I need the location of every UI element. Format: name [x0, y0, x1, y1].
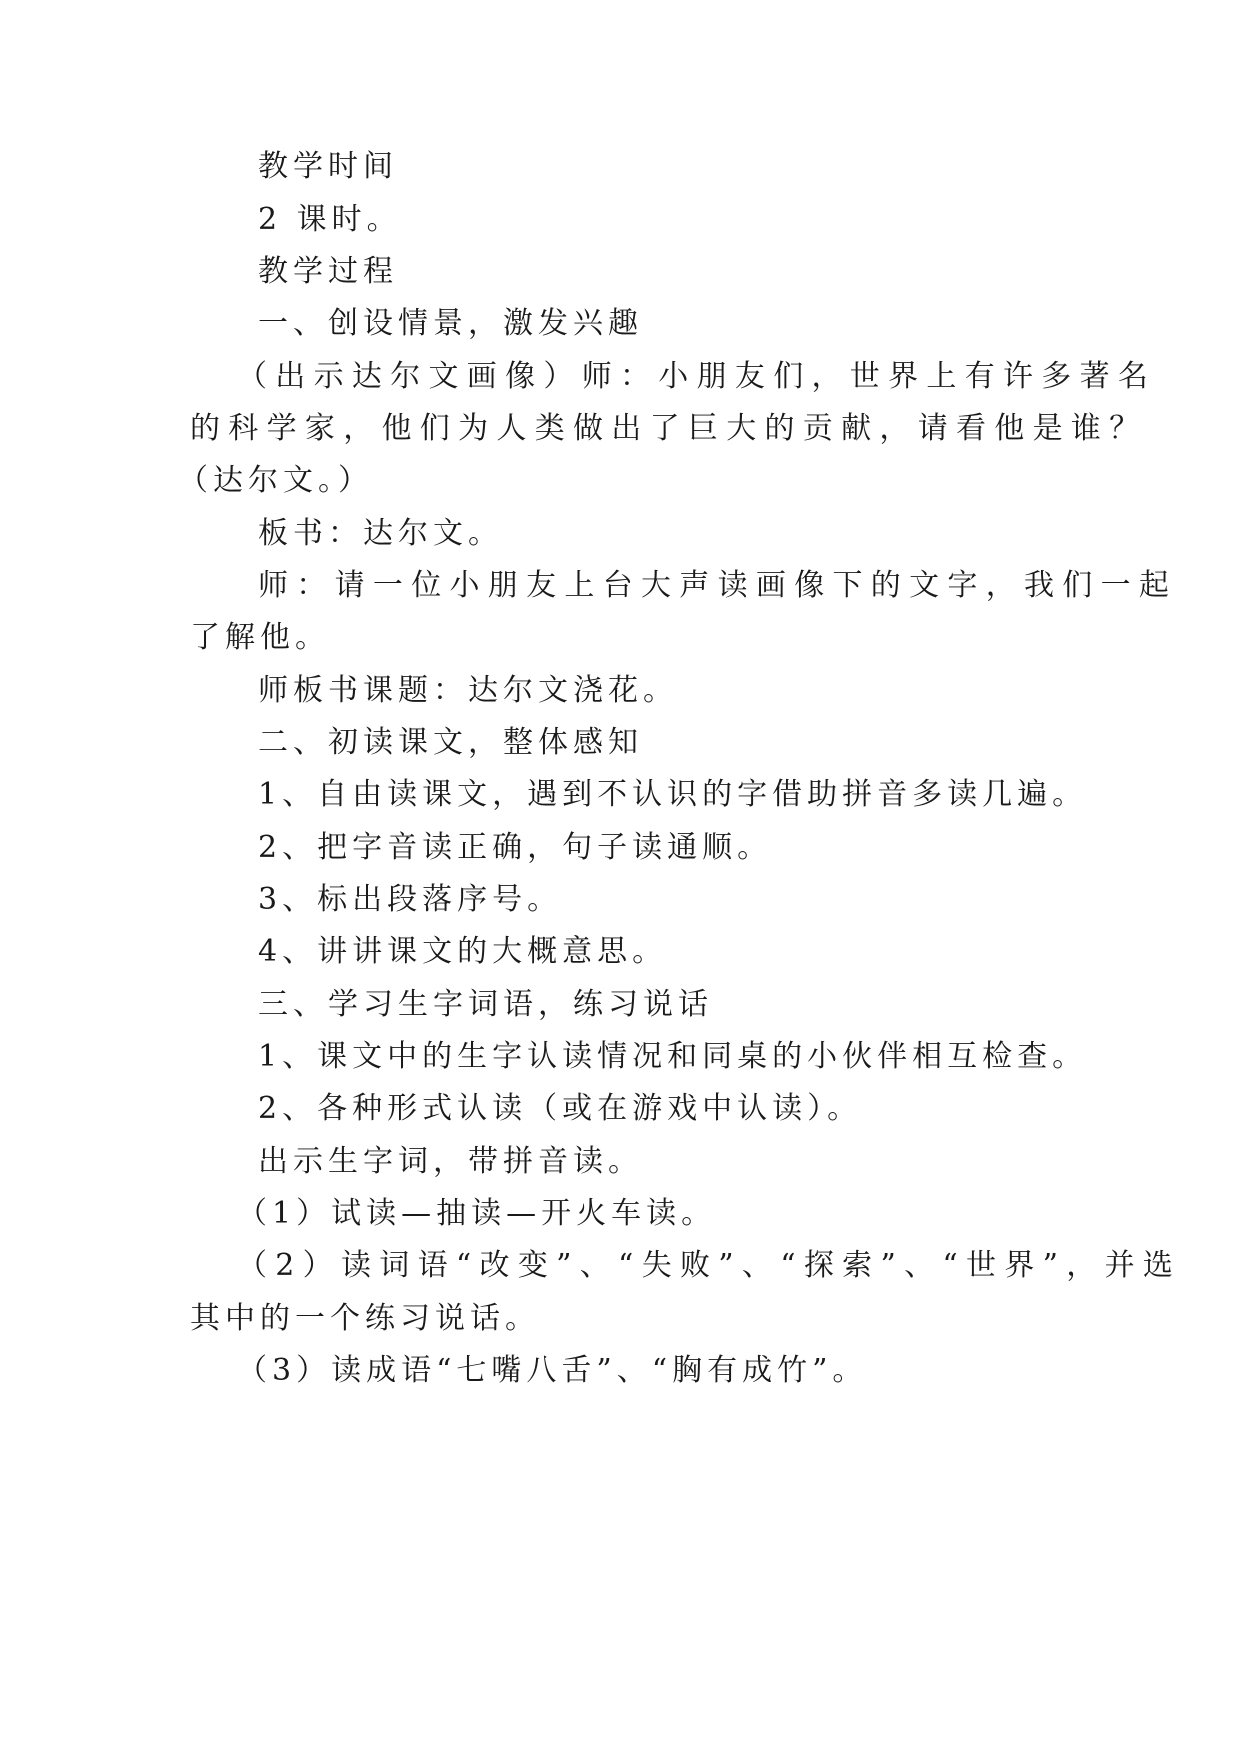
list-item: （3）读成语“七嘴八舌”、“胸有成竹”。	[237, 1353, 868, 1388]
paragraph-line: 其中的一个练习说话。	[190, 1301, 540, 1336]
list-item: 1、自由读课文，遇到不认识的字借助拼音多读几遍。	[258, 777, 1088, 812]
section-heading-2: 二、初读课文，整体感知	[258, 725, 643, 760]
list-item: 2、把字音读正确，句子读通顺。	[258, 830, 773, 865]
list-item: （2）读词语“改变”、“失败”、“探索”、“世界”，并选	[237, 1248, 1182, 1283]
paragraph-line: 师：请一位小朋友上台大声读画像下的文字，我们一起	[258, 568, 1178, 603]
paragraph: 师板书课题：达尔文浇花。	[258, 673, 678, 708]
list-item: 2、各种形式认读（或在游戏中认读）。	[258, 1091, 863, 1126]
heading-teaching-time: 教学时间	[258, 149, 398, 184]
paragraph: 2 课时。	[258, 202, 402, 237]
section-heading-3: 三、学习生字词语，练习说话	[258, 987, 713, 1022]
heading-teaching-process: 教学过程	[258, 254, 398, 289]
section-heading-1: 一、创设情景，激发兴趣	[258, 306, 643, 341]
paragraph-line: 了解他。	[190, 620, 330, 655]
paragraph: 板书：达尔文。	[258, 516, 503, 551]
paragraph-line: （出示达尔文画像）师：小朋友们，世界上有许多著名	[237, 359, 1157, 394]
list-item: 4、讲讲课文的大概意思。	[258, 934, 668, 969]
paragraph-line: （达尔文。）	[178, 463, 373, 498]
list-item: 1、课文中的生字认读情况和同桌的小伙伴相互检查。	[258, 1039, 1088, 1074]
paragraph: 出示生字词，带拼音读。	[258, 1144, 643, 1179]
paragraph-line: 的科学家，他们为人类做出了巨大的贡献，请看他是谁？	[190, 411, 1148, 446]
list-item: 3、标出段落序号。	[258, 882, 563, 917]
list-item: （1）试读—抽读—开火车读。	[237, 1196, 717, 1231]
